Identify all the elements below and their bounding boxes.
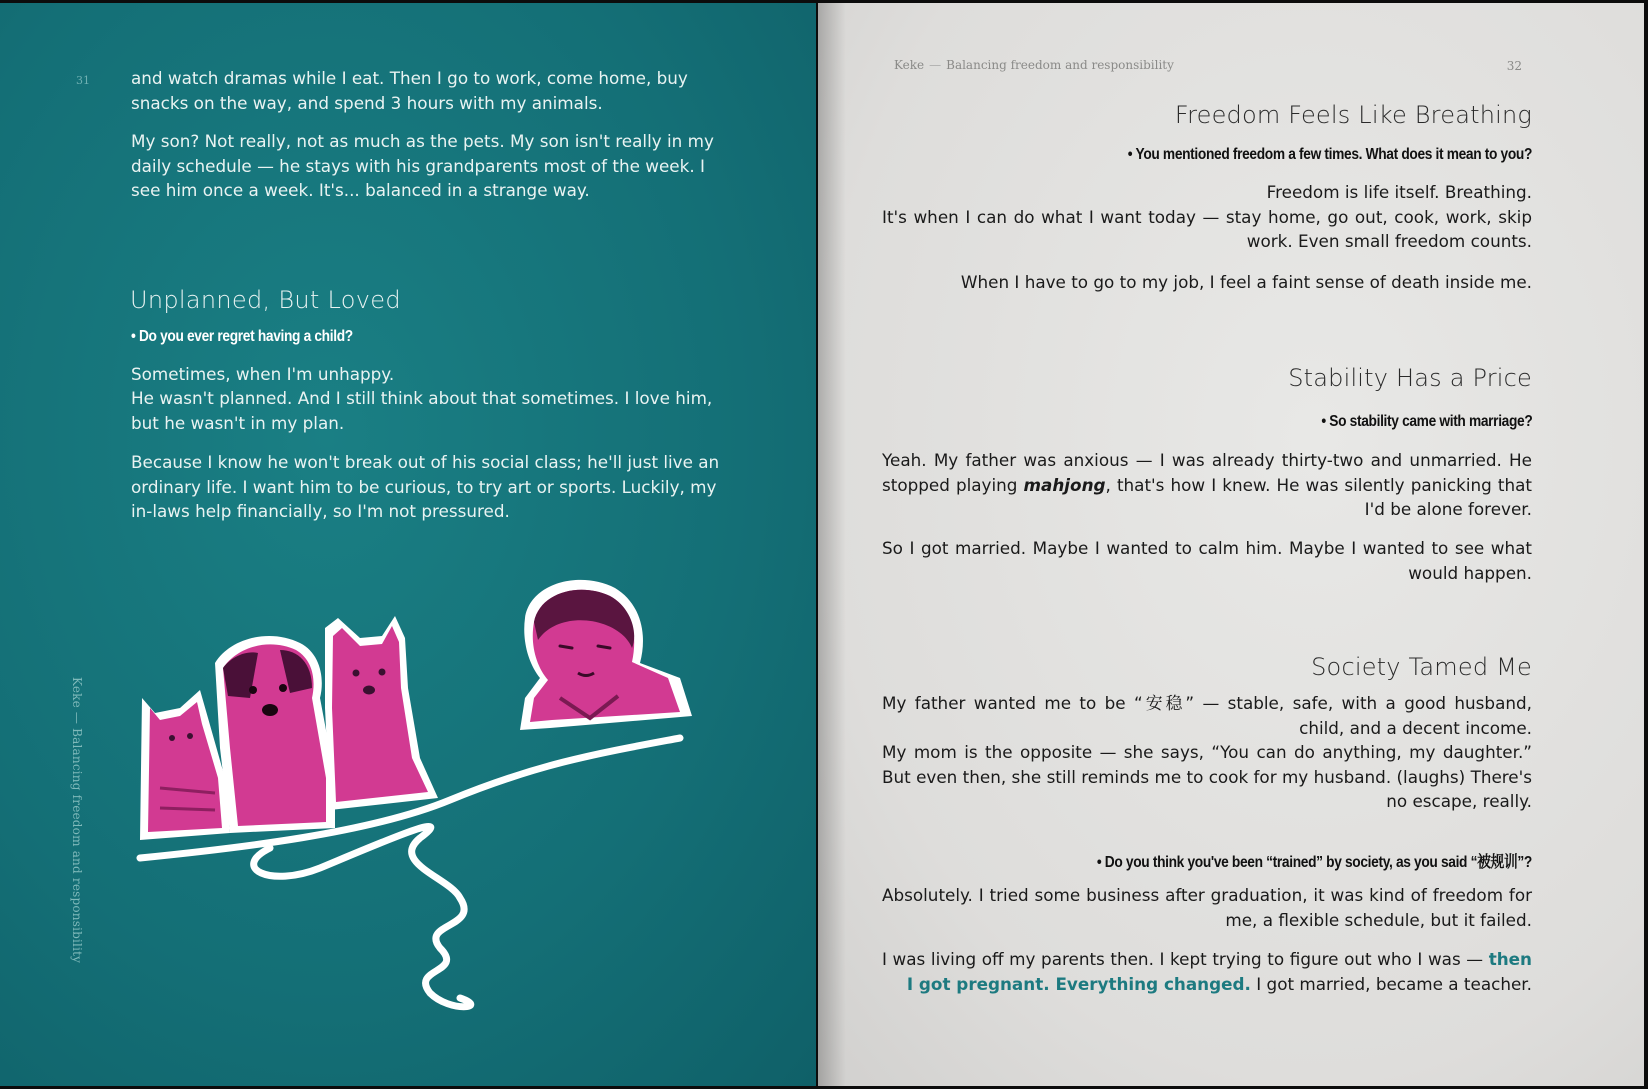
vertical-running-head: Keke — Balancing freedom and responsibility bbox=[70, 677, 84, 964]
trained-text-after: I got married, became a teacher. bbox=[1250, 973, 1532, 994]
stability-text-after: , that's how I knew. He was silently panicking that I'd be alone forever. bbox=[1105, 474, 1532, 519]
child-portrait-icon bbox=[520, 580, 692, 730]
answer-stability bbox=[882, 448, 1532, 522]
running-head bbox=[894, 58, 1174, 72]
section-title-freedom: Freedom Feels Like Breathing bbox=[1174, 101, 1532, 129]
answer-freedom bbox=[882, 180, 1532, 254]
question-stability: • So stability came with marriage? bbox=[1320, 413, 1532, 430]
paragraph-routine: and watch dramas while I eat. Then I go to work, come home, buy snacks on the way, and spend 3 hours with my animals. bbox=[131, 68, 688, 113]
left-page bbox=[0, 3, 816, 1086]
dog-icon bbox=[215, 636, 335, 833]
answer-stability-2 bbox=[882, 536, 1532, 585]
stability-text-before: Yeah. My father was anxious — I was already thirty-two and unmarried. He stopped playing bbox=[882, 450, 1532, 495]
freedom-line-1: Freedom is life itself. Breathing. bbox=[1266, 182, 1532, 202]
answer-line-2: He wasn't planned. And I still think about that sometimes. I love him, but he wasn't in my plan. bbox=[131, 388, 713, 433]
mahjong-emphasis: mahjong bbox=[1023, 474, 1106, 495]
page-number-right: 32 bbox=[1506, 59, 1522, 73]
section-title-society: Society Tamed Me bbox=[1311, 653, 1532, 681]
trained-text-before: I was living off my parents then. I kept trying to figure out who I was — bbox=[882, 949, 1489, 969]
question-trained: • Do you think you've been “trained” by society, as you said “被规训”? bbox=[1096, 854, 1532, 871]
cat-icon bbox=[140, 690, 230, 840]
freedom-para-2: When I have to go to my job, I feel a faint sense of death inside me. bbox=[960, 272, 1532, 292]
running-head-dash: — bbox=[929, 58, 942, 72]
trained-para-2 bbox=[882, 947, 1532, 996]
answer-paragraph-social-class: Because I know he won't break out of his social class; he'll just live an ordinary life. I want him to be curious, to try art or sports. Luckily, my in-laws help financially, so I'm not pressured. bbox=[131, 452, 720, 521]
answer-line-1: Sometimes, when I'm unhappy. bbox=[131, 364, 395, 384]
collage-illustration bbox=[120, 578, 740, 1018]
puppy-icon bbox=[325, 616, 438, 810]
question-freedom: • You mentioned freedom a few times. What does it mean to you? bbox=[1127, 146, 1532, 163]
question-regret: • Do you ever regret having a child? bbox=[131, 328, 353, 345]
running-head-title: Balancing freedom and responsibility bbox=[946, 58, 1174, 72]
spine-shadow bbox=[818, 3, 846, 1086]
society-line-1: My father wanted me to be “安稳” — stable, safe, with a good husband, child, and a decent income. bbox=[882, 693, 1532, 738]
paragraph-son: My son? Not really, not as much as the pets. My son isn't really in my daily schedule — he stays with his grandparents most of the week. I see him once a week. It's... balanced in a strange way. bbox=[131, 131, 714, 200]
freedom-line-2: It's when I can do what I want today — stay home, go out, cook, work, skip work. Even small freedom counts. bbox=[882, 206, 1532, 251]
right-page bbox=[818, 3, 1644, 1086]
society-line-2: My mom is the opposite — she says, “You can do anything, my daughter.” But even then, she still reminds me to cook for my husband. (laughs) There's no escape, really. bbox=[882, 742, 1532, 811]
running-head-name: Keke bbox=[894, 58, 925, 72]
answer-trained bbox=[882, 883, 1532, 932]
page-number-left: 31 bbox=[76, 74, 90, 87]
stability-para-2: So I got married. Maybe I wanted to calm him. Maybe I wanted to see what would happen. bbox=[882, 538, 1532, 583]
section-title-unplanned: Unplanned, But Loved bbox=[130, 286, 401, 314]
answer-freedom-2 bbox=[882, 270, 1532, 295]
answer-trained-2 bbox=[882, 947, 1532, 996]
pregnant-highlight: then I got pregnant. Everything changed. bbox=[906, 949, 1532, 994]
society-body bbox=[882, 691, 1532, 814]
trained-para-1: Absolutely. I tried some business after graduation, it was kind of freedom for me, a flexible schedule, but it failed. bbox=[882, 885, 1532, 930]
stability-para-1 bbox=[882, 448, 1532, 522]
section-title-stability: Stability Has a Price bbox=[1288, 364, 1532, 392]
